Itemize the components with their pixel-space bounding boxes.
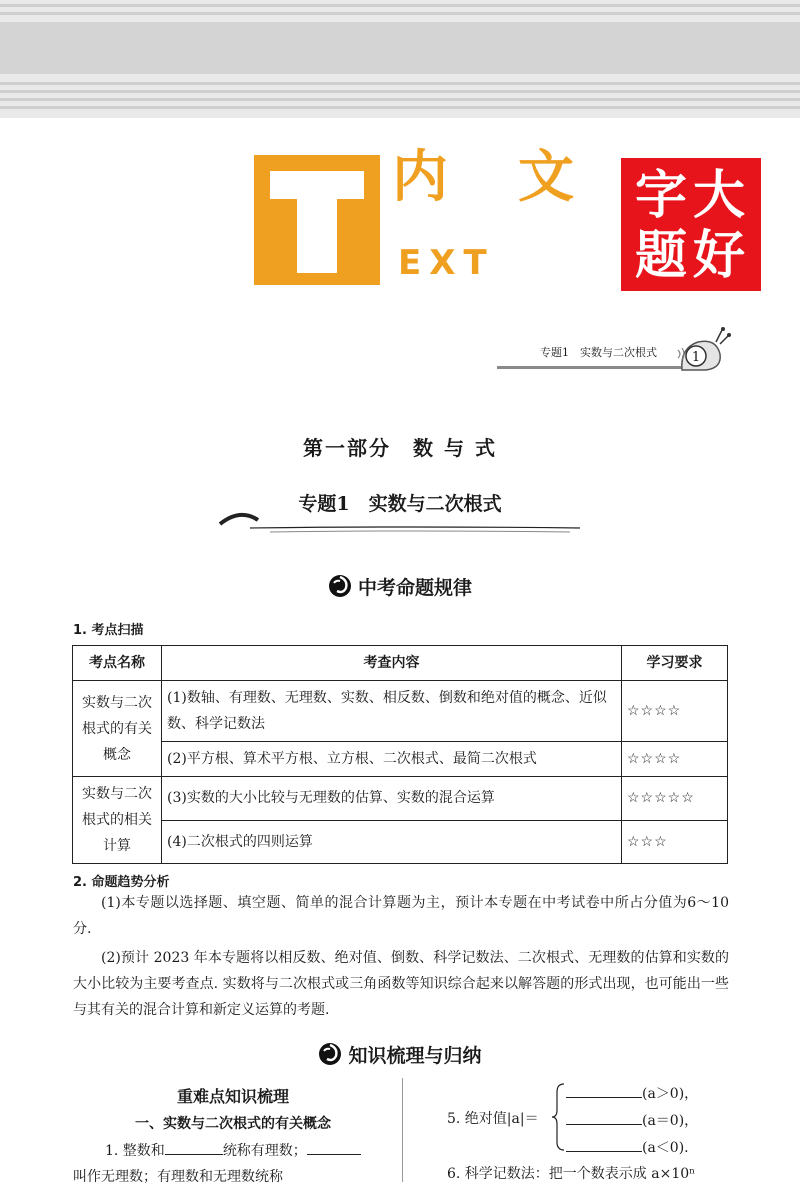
logo-ext: EXT	[398, 243, 495, 283]
table-header-cell: 考点名称	[73, 646, 162, 681]
brace-icon	[551, 1082, 567, 1152]
band-fill	[0, 22, 800, 74]
band-stripe	[0, 4, 800, 7]
table-cell-content: (2)平方根、算术平方根、立方根、二次根式、最简二次根式	[162, 742, 622, 777]
table-cell-content: (4)二次根式的四则运算	[162, 820, 622, 864]
fill-blank	[566, 1137, 642, 1152]
text-line	[73, 1166, 283, 1186]
table-header-cell: 考查内容	[162, 646, 622, 681]
band-stripe	[0, 98, 800, 101]
table-cell-content: (1)数轴、有理数、无理数、实数、相反数、倒数和绝对值的概念、近似数、科学记数法	[162, 681, 622, 742]
stamp-char: 题	[635, 226, 688, 286]
subsection-title: 1. 考点扫描	[73, 623, 144, 638]
band-stripe	[0, 90, 800, 93]
case-line	[566, 1110, 698, 1130]
band-stripe	[0, 12, 800, 15]
t-logo-stem	[297, 199, 337, 273]
case-line	[566, 1137, 689, 1157]
fill-blank	[566, 1083, 642, 1098]
topic-title: 专题1 实数与二次根式	[298, 493, 502, 515]
swirl-icon	[318, 1042, 342, 1066]
page-number: 1	[691, 350, 701, 365]
item-label: 5. 绝对值|a|＝	[447, 1111, 539, 1127]
table-cell-stars: ☆☆☆☆	[622, 681, 728, 742]
item-text: 6. 科学记数法：把一个数表示成 a×10ⁿ	[447, 1166, 696, 1182]
trend-paragraph: (1)本专题以选择题、填空题、简单的混合计算题为主，预计本专题在中考试卷中所占分值为6～10 分.	[73, 895, 729, 937]
item-text: 统称有理数；	[222, 1143, 307, 1159]
top-band	[0, 0, 800, 118]
logo-char-wen: 文	[518, 145, 574, 210]
stamp-char: 大	[693, 166, 746, 226]
item-text: 叫作无理数；有理数和无理数统称	[73, 1169, 283, 1185]
left-column-title: 重难点知识梳理	[176, 1087, 289, 1106]
table-row	[73, 777, 728, 821]
snail-icon	[676, 326, 732, 374]
title-swoosh-decoration	[210, 506, 590, 536]
band-stripe	[0, 82, 800, 85]
part-title: 第一部分 数 与 式	[303, 436, 497, 460]
table-cell-stars: ☆☆☆	[622, 820, 728, 864]
section-title: 中考命题规律	[357, 577, 472, 599]
table-cell-topic: 实数与二次根式的有关概念	[73, 681, 162, 777]
subsection-title: 2. 命题趋势分析	[73, 875, 170, 890]
table-cell-stars: ☆☆☆☆☆	[622, 777, 728, 821]
stamp-char: 字	[635, 166, 688, 226]
case-condition: (a＜0).	[642, 1140, 689, 1156]
table-cell-stars: ☆☆☆☆	[622, 742, 728, 777]
column-divider	[402, 1078, 403, 1182]
running-header: 专题1 实数与二次根式	[540, 346, 657, 359]
case-condition: (a＞0)，	[642, 1086, 699, 1102]
big-print-stamp	[621, 158, 761, 291]
case-condition: (a＝0)，	[642, 1113, 699, 1129]
table-header-cell: 学习要求	[622, 646, 728, 681]
t-logo-bar	[270, 171, 364, 199]
table-row	[73, 742, 728, 777]
table-cell-content: (3)实数的大小比较与无理数的估算、实数的混合运算	[162, 777, 622, 821]
left-column-subtitle: 一、实数与二次根式的有关概念	[135, 1116, 331, 1132]
section-heading	[0, 573, 800, 600]
text-logo-t	[254, 155, 380, 285]
fill-blank	[165, 1140, 223, 1155]
case-line	[566, 1083, 698, 1103]
text-line	[105, 1140, 361, 1160]
logo-char-nei: 内	[392, 145, 448, 210]
swirl-icon	[328, 574, 352, 598]
fill-blank	[566, 1110, 642, 1125]
table-header-row	[73, 646, 728, 681]
section-title: 知识梳理与归纳	[348, 1045, 482, 1067]
item-text: 1. 整数和	[105, 1143, 165, 1159]
exam-points-table	[72, 645, 728, 864]
section-heading	[0, 1041, 800, 1068]
table-row	[73, 820, 728, 864]
table-cell-topic: 实数与二次根式的相关计算	[73, 777, 162, 864]
trend-paragraph: (2)预计 2023 年本专题将以相反数、绝对值、倒数、科学记数法、二次根式、无理数的估算和实数的大小比较为主要考查点. 实数将与二次根式或三角函数等知识综合起来以解答题的形式出现，也可能出一些与其有关的混合计算和新定义运算的考题.	[73, 950, 729, 1018]
table-row	[73, 681, 728, 742]
fill-blank	[307, 1140, 361, 1155]
band-stripe	[0, 106, 800, 109]
stamp-char: 好	[693, 226, 746, 286]
